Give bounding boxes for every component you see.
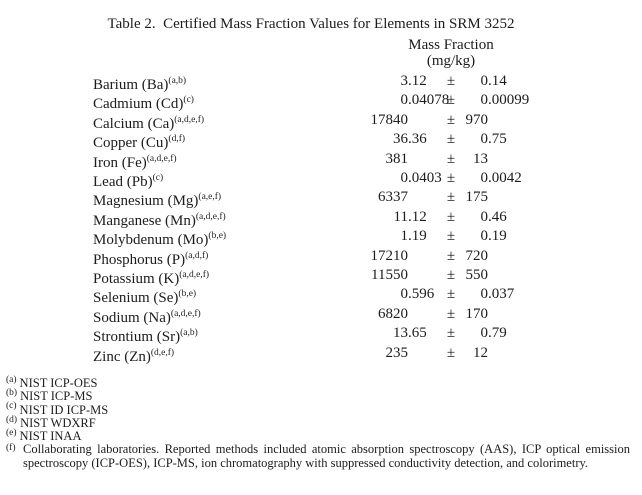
uncertainty-value-fraction: .00099 bbox=[488, 92, 530, 109]
uncertainty-value-integer: 720 bbox=[465, 247, 488, 264]
uncertainty-value-integer: 0 bbox=[480, 73, 488, 89]
mass-fraction-value-integer: 0 bbox=[400, 286, 408, 303]
table-row bbox=[0, 110, 642, 130]
element-name: Manganese (Mn) bbox=[93, 212, 196, 229]
footnote-text: NIST ID ICP-MS bbox=[19, 402, 109, 417]
uncertainty-value-integer: 12 bbox=[473, 344, 488, 361]
uncertainty-value-fraction: .19 bbox=[488, 228, 507, 245]
element-footnote-marker: (a,b) bbox=[180, 328, 198, 339]
uncertainty-value-fraction: .79 bbox=[488, 325, 507, 342]
mass-fraction-value-integer: 0 bbox=[400, 92, 408, 109]
element-name: Magnesium (Mg) bbox=[93, 193, 199, 210]
element-name: Calcium (Ca) bbox=[93, 115, 175, 132]
element-footnote-marker: (c) bbox=[152, 173, 164, 183]
footnote-text-line2: spectroscopy (ICP-OES), ICP-MS, ion chromatography with suppressed conductivity detection, and colorimetry. bbox=[23, 455, 589, 470]
element-footnote-marker: (a,d,f) bbox=[185, 250, 209, 261]
footnote-marker: (a) bbox=[6, 375, 17, 385]
table-row bbox=[0, 71, 642, 91]
table-row bbox=[0, 90, 642, 113]
footnote-item bbox=[6, 427, 81, 441]
element-name: Barium (Ba) bbox=[93, 77, 169, 93]
mass-fraction-value-integer: 17840 bbox=[370, 111, 408, 128]
footnote-item bbox=[6, 414, 96, 428]
uncertainty-value-integer: 0 bbox=[480, 286, 488, 303]
uncertainty-value-integer: 170 bbox=[465, 305, 488, 322]
plus-minus-sign: ± bbox=[446, 92, 456, 109]
table-row bbox=[0, 343, 642, 363]
mass-fraction-value-integer: 1 bbox=[400, 228, 408, 245]
footnote-item bbox=[6, 374, 98, 391]
table-row bbox=[0, 207, 642, 227]
column-header-unit: (mg/kg) bbox=[426, 53, 476, 69]
element-footnote-marker: (a,d,e,f) bbox=[174, 114, 205, 125]
plus-minus-sign: ± bbox=[446, 189, 456, 206]
mass-fraction-value-integer: 235 bbox=[385, 344, 408, 361]
element-footnote-marker: (a,d,e,f) bbox=[179, 270, 210, 280]
footnote-item bbox=[6, 400, 109, 417]
element-name: Zinc (Zn) bbox=[93, 348, 151, 365]
mass-fraction-value-integer: 6337 bbox=[378, 189, 408, 206]
element-name: Selenium (Se) bbox=[93, 290, 179, 307]
plus-minus-sign: ± bbox=[446, 305, 456, 322]
footnote-item bbox=[6, 387, 93, 404]
mass-fraction-value-integer: 3 bbox=[400, 73, 408, 89]
mass-fraction-value-integer: 17210 bbox=[370, 247, 408, 264]
uncertainty-value-fraction: .037 bbox=[488, 286, 515, 303]
element-footnote-marker: (b,e) bbox=[178, 289, 197, 300]
element-name: Phosphorus (P) bbox=[93, 251, 186, 268]
element-name: Cadmium (Cd) bbox=[93, 96, 184, 113]
uncertainty-value-integer: 0 bbox=[480, 325, 488, 342]
footnote-marker: (c) bbox=[6, 401, 17, 412]
footnote-marker: (f) bbox=[6, 443, 16, 453]
table-row bbox=[0, 323, 642, 346]
uncertainty-value-integer: 0 bbox=[480, 208, 488, 225]
element-footnote-marker: (d,e,f) bbox=[150, 347, 175, 358]
uncertainty-value-integer: 13 bbox=[473, 150, 488, 167]
footnote-text: NIST ICP-OES bbox=[19, 376, 98, 391]
uncertainty-value-integer: 175 bbox=[465, 189, 488, 206]
mass-fraction-value-fraction: .12 bbox=[408, 73, 427, 89]
element-name: Strontium (Sr) bbox=[93, 329, 181, 346]
plus-minus-sign: ± bbox=[446, 73, 456, 89]
mass-fraction-value-fraction: .596 bbox=[408, 286, 435, 303]
footnote-marker: (b) bbox=[6, 388, 18, 399]
column-header-label: Mass Fraction bbox=[408, 37, 494, 53]
table-row bbox=[0, 149, 642, 169]
element-footnote-marker: (c) bbox=[183, 95, 194, 106]
element-footnote-marker: (d,f) bbox=[168, 134, 186, 145]
element-footnote-marker: (b,e) bbox=[208, 231, 227, 242]
element-name: Sodium (Na) bbox=[93, 309, 171, 326]
element-name: Molybdenum (Mo) bbox=[93, 232, 209, 249]
uncertainty-value-integer: 0 bbox=[480, 228, 488, 245]
plus-minus-sign: ± bbox=[446, 131, 456, 148]
uncertainty-value-integer: 550 bbox=[465, 267, 488, 283]
element-footnote-marker: (a,d,e,f) bbox=[170, 308, 201, 319]
mass-fraction-value-fraction: .36 bbox=[408, 131, 427, 148]
element-footnote-marker: (a,e,f) bbox=[198, 192, 222, 203]
mass-fraction-value-fraction: .19 bbox=[408, 228, 427, 245]
plus-minus-sign: ± bbox=[446, 170, 456, 186]
mass-fraction-value-integer: 11550 bbox=[371, 267, 408, 283]
element-name: Copper (Cu) bbox=[93, 135, 169, 152]
mass-fraction-value-integer: 11 bbox=[393, 208, 408, 225]
footnote-text: NIST ICP-MS bbox=[20, 389, 93, 404]
table-row bbox=[0, 129, 642, 152]
uncertainty-value-fraction: .0042 bbox=[488, 170, 522, 186]
footnote-text-line1: Collaborating laboratories. Reported methods included atomic absorption spectroscopy (AAS), ICP optical emission bbox=[23, 442, 630, 456]
element-name: Lead (Pb) bbox=[93, 174, 153, 190]
plus-minus-sign: ± bbox=[446, 286, 456, 303]
mass-fraction-value-integer: 381 bbox=[385, 150, 408, 167]
plus-minus-sign: ± bbox=[446, 208, 456, 225]
mass-fraction-value-fraction: .0403 bbox=[408, 170, 442, 186]
plus-minus-sign: ± bbox=[446, 325, 456, 342]
element-footnote-marker: (a,d,e,f) bbox=[146, 153, 177, 164]
element-label bbox=[93, 343, 174, 367]
footnote-marker: (d) bbox=[6, 414, 18, 425]
plus-minus-sign: ± bbox=[446, 267, 456, 283]
element-name: Potassium (K) bbox=[93, 271, 180, 287]
mass-fraction-value-fraction: .04078 bbox=[408, 92, 450, 109]
element-name: Iron (Fe) bbox=[93, 154, 147, 171]
table-row bbox=[0, 304, 642, 324]
table-row bbox=[0, 226, 642, 249]
table-row bbox=[0, 265, 642, 285]
footnote-text: NIST WDXRF bbox=[20, 415, 96, 430]
uncertainty-value-fraction: .14 bbox=[488, 73, 507, 89]
uncertainty-value-integer: 970 bbox=[465, 111, 488, 128]
table-row bbox=[0, 246, 642, 266]
uncertainty-value-fraction: .46 bbox=[488, 208, 507, 225]
uncertainty-value-integer: 0 bbox=[480, 170, 488, 186]
plus-minus-sign: ± bbox=[446, 150, 456, 167]
plus-minus-sign: ± bbox=[446, 344, 456, 361]
mass-fraction-value-integer: 6820 bbox=[378, 305, 408, 322]
table-title: Table 2. Certified Mass Fraction Values for Elements in SRM 3252 bbox=[107, 16, 515, 32]
table-row bbox=[0, 187, 642, 210]
footnote-marker: (e) bbox=[6, 427, 17, 438]
mass-fraction-value-integer: 13 bbox=[393, 325, 408, 342]
table-row bbox=[0, 284, 642, 307]
mass-fraction-value-fraction: .12 bbox=[408, 208, 427, 225]
footnote-text: NIST INAA bbox=[19, 428, 82, 443]
element-footnote-marker: (a,b) bbox=[168, 76, 187, 86]
mass-fraction-value-integer: 36 bbox=[393, 131, 408, 148]
uncertainty-value-integer: 0 bbox=[480, 131, 488, 148]
plus-minus-sign: ± bbox=[446, 111, 456, 128]
mass-fraction-value-fraction: .65 bbox=[408, 325, 427, 342]
plus-minus-sign: ± bbox=[446, 228, 456, 245]
table-row bbox=[0, 168, 642, 188]
footnote-item-f bbox=[6, 443, 630, 470]
uncertainty-value-integer: 0 bbox=[480, 92, 488, 109]
plus-minus-sign: ± bbox=[446, 247, 456, 264]
uncertainty-value-fraction: .75 bbox=[488, 131, 507, 148]
mass-fraction-value-integer: 0 bbox=[400, 170, 408, 186]
element-footnote-marker: (a,d,e,f) bbox=[195, 211, 226, 222]
